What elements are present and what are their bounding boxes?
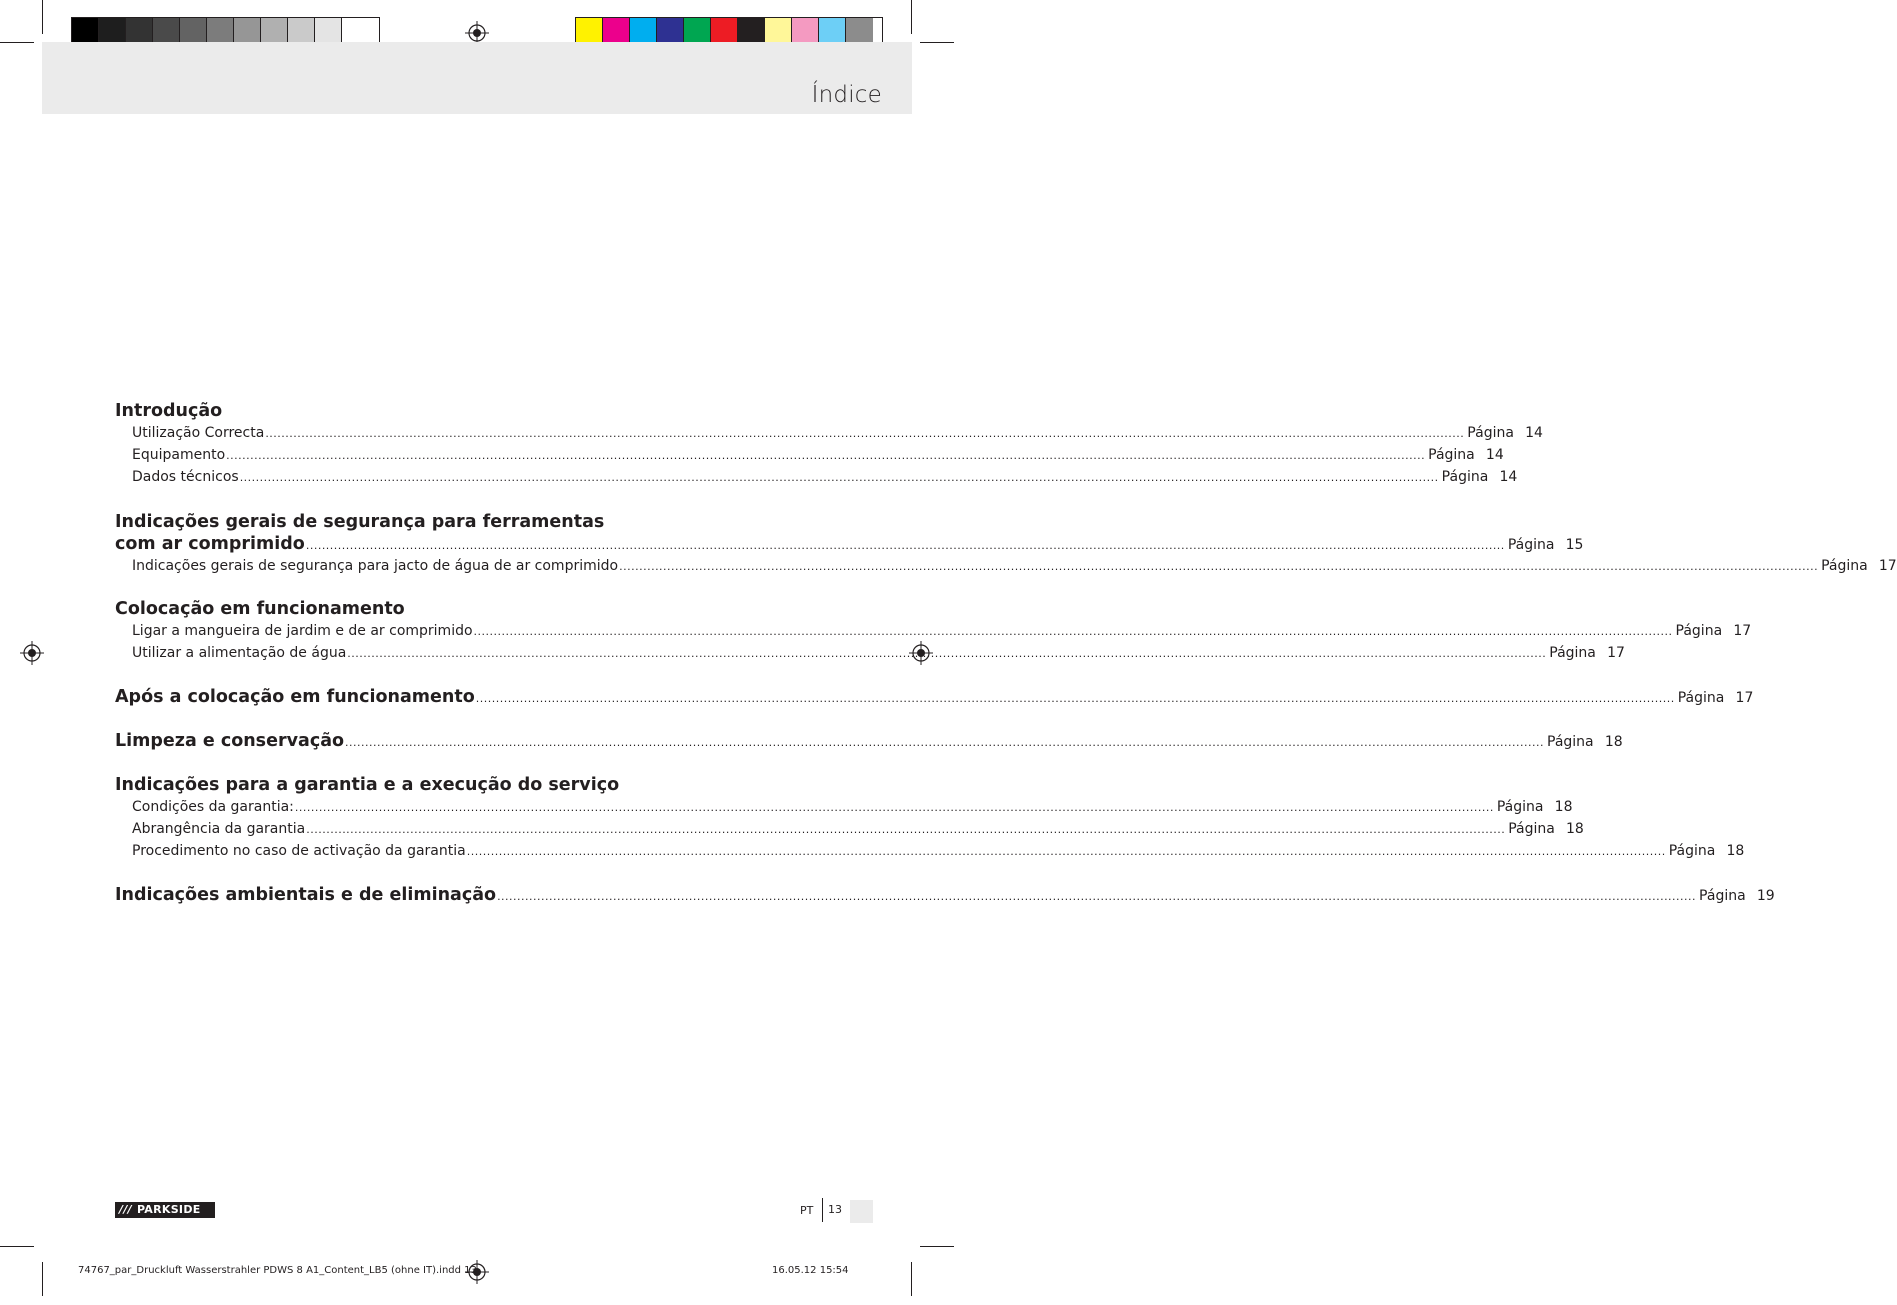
- crop-mark: [911, 0, 912, 34]
- entry-page: [1676, 620, 1752, 642]
- toc-entry[interactable]: [115, 642, 1625, 664]
- page-number-footer: 13: [822, 1198, 872, 1222]
- print-slug-file: 74767_par_Druckluft Wasserstrahler PDWS 8 A1_Content_LB5 (ohne IT).indd 13: [78, 1265, 477, 1276]
- entry-page: [1508, 818, 1584, 840]
- logo-slashes: ///: [119, 1203, 132, 1216]
- toc-section-ambientais: [115, 884, 1775, 906]
- toc-section-apos: [115, 686, 1754, 708]
- page-word: Página: [1467, 425, 1514, 441]
- color-swatch: [819, 18, 846, 45]
- color-swatch: [261, 18, 288, 45]
- page-word: Página: [1677, 690, 1725, 706]
- crop-mark: [911, 1262, 912, 1296]
- page-number: 17: [1733, 623, 1752, 639]
- color-swatch: [99, 18, 126, 45]
- dot-leader: ............................................................................................................................................................................................................................................................................................................: [466, 845, 1666, 858]
- crop-mark: [0, 1246, 34, 1247]
- dot-leader: ............................................................................................................................................................................................................................................................................................................: [345, 736, 1545, 749]
- toc-entry[interactable]: [115, 466, 1518, 488]
- color-swatch: [126, 18, 153, 45]
- toc-section-garantia: [115, 774, 1745, 862]
- page-word: Página: [1699, 888, 1746, 904]
- page-number: 14: [1525, 425, 1543, 441]
- toc-entry[interactable]: [115, 555, 1897, 577]
- brand-name: PARKSIDE: [136, 1203, 201, 1216]
- color-swatch: [657, 18, 684, 45]
- color-swatch: [180, 18, 207, 45]
- page-number: 18: [1604, 734, 1623, 750]
- color-swatch: [207, 18, 234, 45]
- toc-section-limpeza: [115, 730, 1623, 752]
- crop-mark: [42, 0, 43, 34]
- toc-section-introducao: [115, 400, 1543, 488]
- page-number: 18: [1726, 843, 1745, 859]
- section-title: Após a colocação em funcionamento: [115, 687, 475, 707]
- toc-entry[interactable]: [115, 422, 1543, 444]
- color-swatch: [234, 18, 261, 45]
- toc-entry[interactable]: [115, 730, 1623, 752]
- color-swatch: [72, 18, 99, 45]
- color-swatch: [765, 18, 792, 45]
- section-title-line1: Indicações gerais de segurança para ferramentas: [115, 512, 605, 532]
- parkside-logo: [115, 1202, 215, 1218]
- color-swatch: [603, 18, 630, 45]
- toc-entry[interactable]: [115, 620, 1752, 642]
- page-number: 15: [1565, 537, 1584, 553]
- color-swatch: [153, 18, 180, 45]
- entry-page: [1549, 642, 1625, 664]
- page-number: 14: [1485, 447, 1504, 463]
- page-word: Página: [1668, 843, 1716, 859]
- page-number: 14: [1499, 469, 1518, 485]
- page-tab-box: [850, 1200, 873, 1223]
- page-number: 17: [1735, 690, 1754, 706]
- dot-leader: ............................................................................................................................................................................................................................................................................................................: [306, 823, 1506, 836]
- section-title: Limpeza e conservação: [115, 731, 345, 751]
- dot-leader: ............................................................................................................................................................................................................................................................................................................: [226, 449, 1426, 462]
- section-title-line2: com ar comprimido: [115, 534, 305, 554]
- registration-mark-icon: [20, 641, 44, 665]
- color-swatch: [342, 18, 369, 45]
- page-word: Página: [1507, 537, 1555, 553]
- print-slug-date: 16.05.12 15:54: [772, 1265, 849, 1276]
- page-number: 18: [1566, 821, 1584, 837]
- language-code: PT: [800, 1204, 814, 1217]
- color-swatch: [288, 18, 315, 45]
- section-title: Colocação em funcionamento: [115, 599, 405, 619]
- page-word: Página: [1441, 469, 1489, 485]
- toc-entry[interactable]: [115, 796, 1573, 818]
- dot-leader: ............................................................................................................................................................................................................................................................................................................: [239, 471, 1439, 484]
- page-word: Página: [1547, 734, 1594, 750]
- crop-mark: [920, 42, 954, 43]
- toc-entry[interactable]: [115, 533, 1584, 555]
- entry-label: Abrangência da garantia: [132, 821, 306, 837]
- entry-page: [1497, 796, 1573, 818]
- entry-page: [1442, 466, 1518, 488]
- entry-label: Utilização Correcta: [132, 425, 265, 441]
- toc-entry[interactable]: [115, 444, 1504, 466]
- entry-page: [1669, 840, 1745, 862]
- toc-section-seguranca: [115, 511, 1897, 577]
- color-swatch: [315, 18, 342, 45]
- page-number: 17: [1878, 558, 1897, 574]
- dot-leader: ............................................................................................................................................................................................................................................................................................................: [497, 890, 1697, 903]
- entry-label: Utilizar a alimentação de água: [132, 645, 347, 661]
- section-title: Introdução: [115, 401, 223, 421]
- color-swatch: [711, 18, 738, 45]
- page-word: Página: [1496, 799, 1544, 815]
- crop-mark: [0, 42, 34, 43]
- entry-page: [1508, 534, 1584, 556]
- toc-entry[interactable]: [115, 840, 1745, 862]
- entry-label: Condições da garantia:: [132, 799, 294, 815]
- page-number: 18: [1554, 799, 1573, 815]
- page-word: Página: [1675, 623, 1723, 639]
- page-number: 19: [1756, 888, 1775, 904]
- color-swatch: [738, 18, 765, 45]
- dot-leader: ............................................................................................................................................................................................................................................................................................................: [475, 692, 1675, 705]
- entry-label: Procedimento no caso de activação da garantia: [132, 843, 466, 859]
- entry-label: Equipamento: [132, 447, 226, 463]
- entry-label: Dados técnicos: [132, 469, 239, 485]
- dot-leader: ............................................................................................................................................................................................................................................................................................................: [473, 625, 1673, 638]
- crop-mark: [42, 1262, 43, 1296]
- page-word: Página: [1549, 645, 1596, 661]
- entry-page: [1467, 422, 1543, 444]
- section-title: Indicações ambientais e de eliminação: [115, 885, 497, 905]
- toc-entry[interactable]: [115, 884, 1775, 906]
- dot-leader: ............................................................................................................................................................................................................................................................................................................: [265, 427, 1465, 440]
- dot-leader: ............................................................................................................................................................................................................................................................................................................: [347, 647, 1547, 660]
- entry-label: Ligar a mangueira de jardim e de ar comprimido: [132, 623, 473, 639]
- entry-page: [1547, 731, 1623, 753]
- color-swatch: [576, 18, 603, 45]
- entry-page: [1821, 555, 1897, 577]
- toc-section-colocacao: [115, 598, 1752, 664]
- color-swatch: [846, 18, 873, 45]
- section-title: Indicações para a garantia e a execução do serviço: [115, 775, 620, 795]
- dot-leader: ............................................................................................................................................................................................................................................................................................................: [294, 801, 1494, 814]
- page-word: Página: [1428, 447, 1475, 463]
- page-number: 17: [1607, 645, 1625, 661]
- toc-entry[interactable]: [115, 818, 1584, 840]
- crop-mark: [920, 1246, 954, 1247]
- page-title: Índice: [811, 82, 882, 108]
- entry-label: Indicações gerais de segurança para jacto de água de ar comprimido: [132, 558, 619, 574]
- toc-entry[interactable]: [115, 686, 1754, 708]
- entry-page: [1428, 444, 1504, 466]
- header-band: [42, 42, 912, 114]
- entry-page: [1678, 687, 1754, 709]
- entry-page: [1699, 885, 1775, 907]
- dot-leader: ............................................................................................................................................................................................................................................................................................................: [305, 539, 1505, 552]
- page-word: Página: [1508, 821, 1555, 837]
- color-swatch: [630, 18, 657, 45]
- color-swatch: [684, 18, 711, 45]
- dot-leader: ............................................................................................................................................................................................................................................................................................................: [619, 560, 1819, 573]
- page-word: Página: [1821, 558, 1868, 574]
- color-swatch: [792, 18, 819, 45]
